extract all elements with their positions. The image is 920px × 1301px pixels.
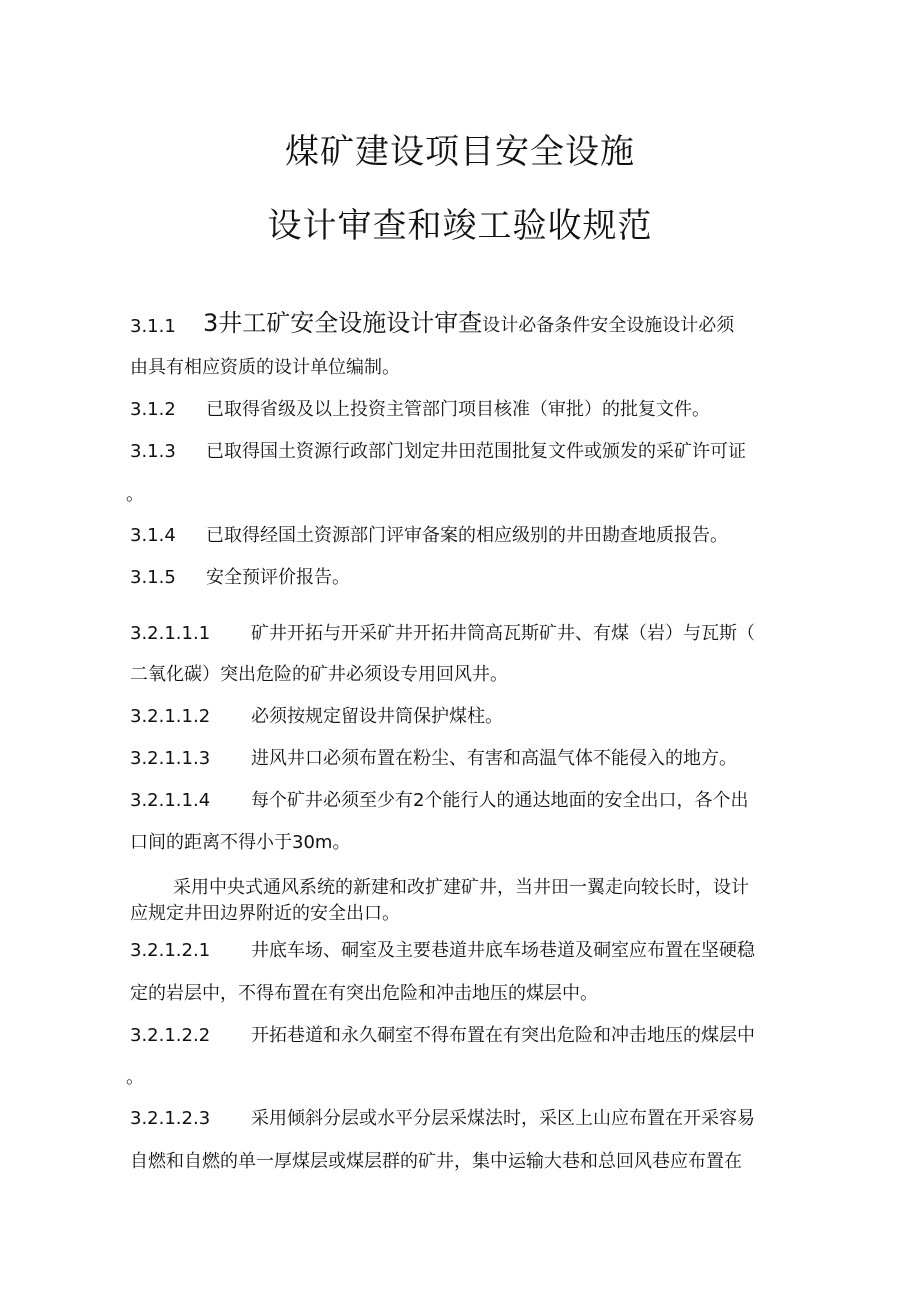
- section-text: 必须按规定留设井筒保护煤柱。: [251, 706, 503, 727]
- section-number: 3.2.1.1.4: [130, 790, 211, 811]
- section-text-cont: 由具有相应资质的设计单位编制。: [130, 357, 400, 378]
- section-number: 3.1.2: [130, 399, 176, 420]
- section-number: 3.2.1.2.2: [130, 1025, 211, 1046]
- section-text-cont: 口间的距离不得小于30m。: [130, 832, 351, 853]
- section-text-cont: 。: [126, 484, 144, 505]
- section-number: 3.2.1.1.2: [130, 706, 211, 727]
- paragraph-text-cont: 应规定井田边界附近的安全出口。: [130, 903, 400, 924]
- section-text-cont: 定的岩层中，不得布置在有突出危险和冲击地压的煤层中。: [130, 983, 598, 1004]
- section-text: 已取得省级及以上投资主管部门项目核准（审批）的批复文件。: [206, 399, 710, 420]
- section-number: 3.2.1.1.3: [130, 748, 211, 769]
- doc-title-line1: 煤矿建设项目安全设施: [285, 132, 635, 172]
- section-text: 采用倾斜分层或水平分层采煤法时，采区上山应布置在开采容易: [251, 1108, 755, 1129]
- section-text: 进风井口必须布置在粉尘、有害和高温气体不能侵入的地方。: [251, 748, 737, 769]
- doc-title-line2: 设计审查和竣工验收规范: [267, 206, 653, 246]
- section-number: 3.1.4: [130, 525, 176, 546]
- section-text: 每个矿井必须至少有2个能行人的通达地面的安全出口，各个出: [251, 790, 749, 811]
- section-number: 3.2.1.2.1: [130, 940, 211, 961]
- section-heading: 3井工矿安全设施设计审查: [203, 309, 483, 337]
- section-text-cont: 。: [126, 1067, 144, 1088]
- section-text-inline: 设计必备条件安全设施设计必须: [482, 315, 735, 336]
- section-text: 已取得经国土资源部门评审备案的相应级别的井田勘查地质报告。: [206, 525, 728, 546]
- section-text: [203, 309, 735, 337]
- section-text-cont: 自燃和自燃的单一厚煤层或煤层群的矿井，集中运输大巷和总回风巷应布置在: [130, 1151, 742, 1172]
- section-text: 已取得国土资源行政部门划定井田范围批复文件或颁发的采矿许可证: [206, 441, 746, 462]
- paragraph-text: 采用中央式通风系统的新建和改扩建矿井，当井田一翼走向较长时，设计: [173, 877, 749, 898]
- section-text: 安全预评价报告。: [206, 567, 350, 588]
- section-text: 井底车场、硐室及主要巷道井底车场巷道及硐室应布置在坚硬稳: [251, 940, 755, 961]
- section-number: 3.1.3: [130, 441, 176, 462]
- section-number: 3.2.1.2.3: [130, 1108, 211, 1129]
- section-number: 3.1.1: [130, 316, 176, 337]
- section-number: 3.1.5: [130, 567, 176, 588]
- section-text: 矿井开拓与开采矿井开拓井筒高瓦斯矿井、有煤（岩）与瓦斯（: [251, 623, 755, 644]
- section-number: 3.2.1.1.1: [130, 623, 211, 644]
- section-text-cont: 二氧化碳）突出危险的矿井必须设专用回风井。: [130, 664, 508, 685]
- section-text: 开拓巷道和永久硐室不得布置在有突出危险和冲击地压的煤层中: [251, 1025, 755, 1046]
